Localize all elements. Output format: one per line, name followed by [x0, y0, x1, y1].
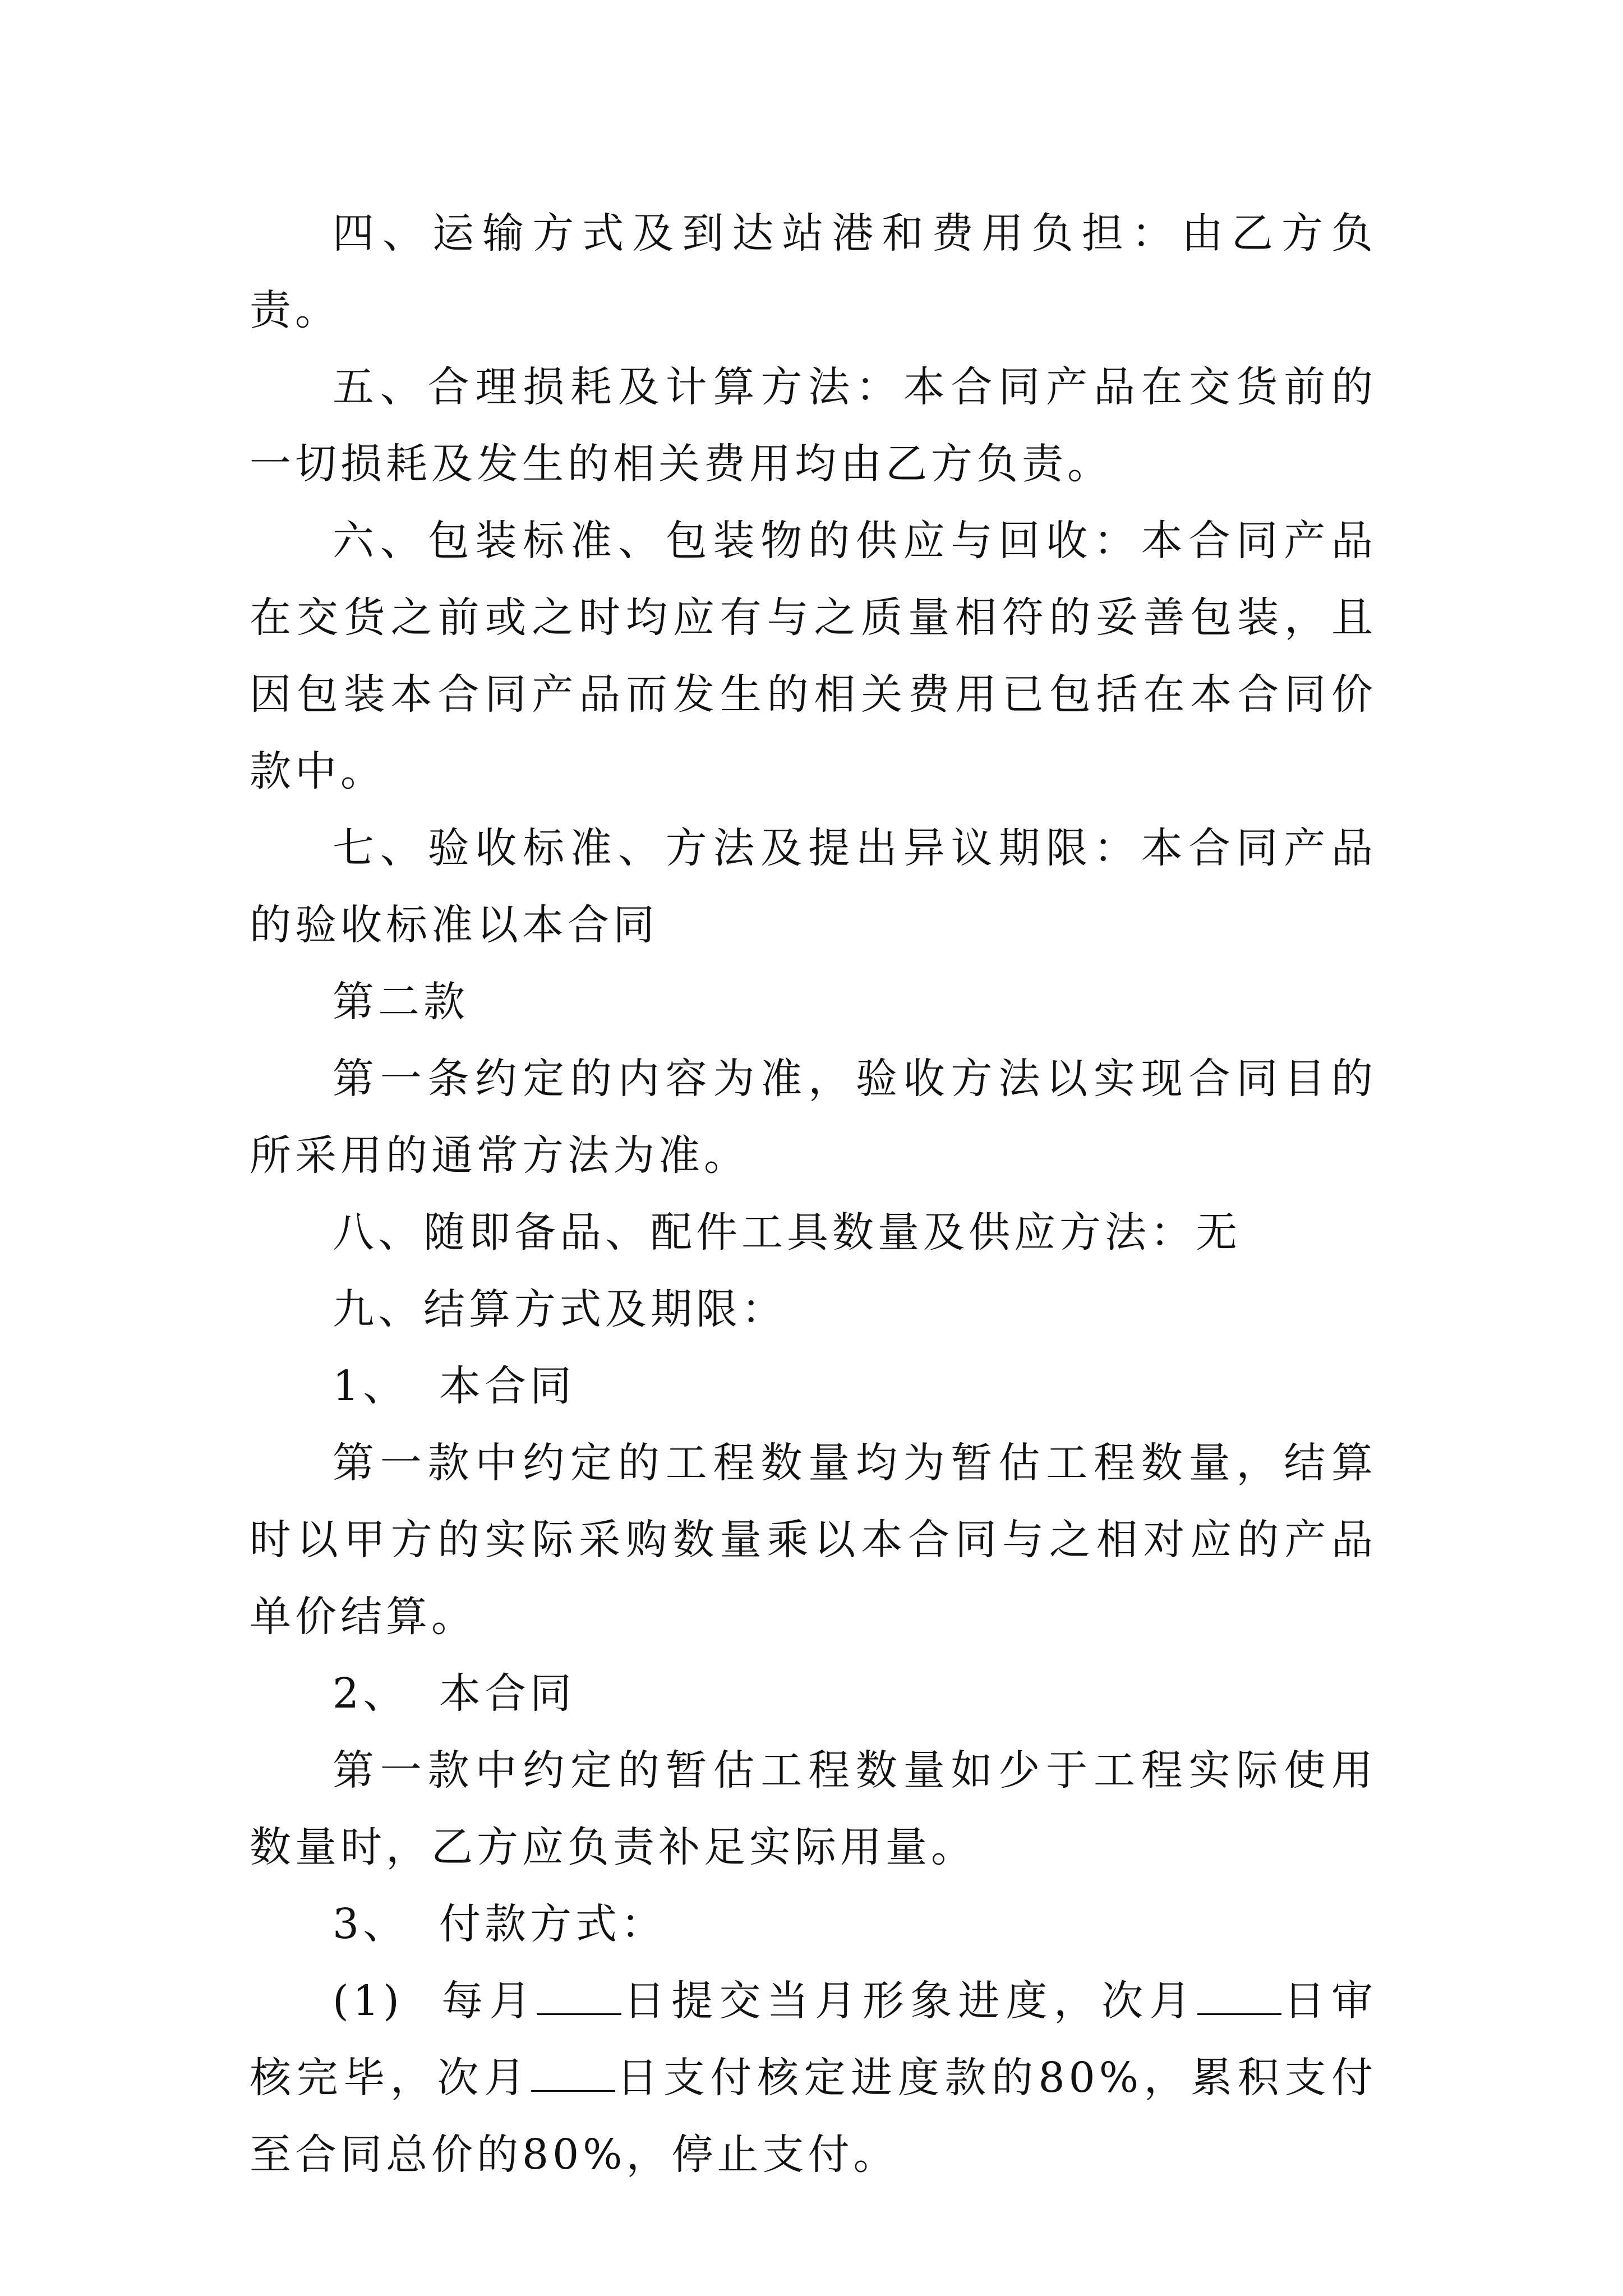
- blank-line-1: [537, 1974, 621, 2015]
- payment-text-4: 日支付核定进度款的80%，累积支付至合同总价的80%，停止支付。: [250, 2054, 1377, 2179]
- blank-line-3: [531, 2051, 615, 2092]
- clause-8: 八、随即备品、配件工具数量及供应方法：无: [333, 1208, 1241, 1257]
- item-3-number: 3、: [333, 1900, 409, 1948]
- payment-text-2: 日提交当月形象进度，次月: [621, 1977, 1197, 2025]
- item-3-text: 付款方式：: [439, 1900, 666, 1948]
- item-1-number: 1、: [333, 1362, 409, 1410]
- payment-text-1: 每月: [439, 1977, 537, 2025]
- blank-line-2: [1197, 1974, 1281, 2015]
- item-1-heading: [250, 1348, 1377, 1425]
- clause-4: 四、运输方式及到达站港和费用负担：由乙方负责。: [250, 209, 1377, 334]
- item-2-body: 第一款中约定的暂估工程数量如少于工程实际使用数量时，乙方应负责补足实际用量。: [250, 1746, 1377, 1871]
- payment-label: (1): [333, 1977, 403, 2025]
- payment-clause: [250, 1963, 1377, 2193]
- clause-5: 五、合理损耗及计算方法：本合同产品在交货前的一切损耗及发生的相关费用均由乙方负责。: [250, 363, 1377, 488]
- section-heading-second-paragraph: 第二款: [333, 978, 469, 1026]
- clause-9: 九、结算方式及期限：: [333, 1285, 787, 1333]
- clause-6: 六、包装标准、包装物的供应与回收：本合同产品在交货之前或之时均应有与之质量相符的妥善包装，且因包装本合同产品而发生的相关费用已包括在本合同价款中。: [250, 517, 1377, 795]
- item-1-text: 本合同: [439, 1362, 575, 1410]
- payment-text-3: 日审核完毕，次月: [250, 1977, 1377, 2102]
- item-1-body: 第一款中约定的工程数量均为暂估工程数量，结算时以甲方的实际采购数量乘以本合同与之相对应的产品单价结算。: [250, 1439, 1377, 1641]
- document-body: [250, 195, 1377, 2193]
- clause-7-continued: 第一条约定的内容为准，验收方法以实现合同目的所采用的通常方法为准。: [250, 1055, 1377, 1180]
- item-2-heading: [250, 1655, 1377, 1732]
- item-2-number: 2、: [333, 1669, 409, 1718]
- item-2-text: 本合同: [439, 1669, 575, 1718]
- item-3-heading: [250, 1886, 1377, 1963]
- clause-7: 七、验收标准、方法及提出异议期限：本合同产品的验收标准以本合同: [250, 824, 1377, 949]
